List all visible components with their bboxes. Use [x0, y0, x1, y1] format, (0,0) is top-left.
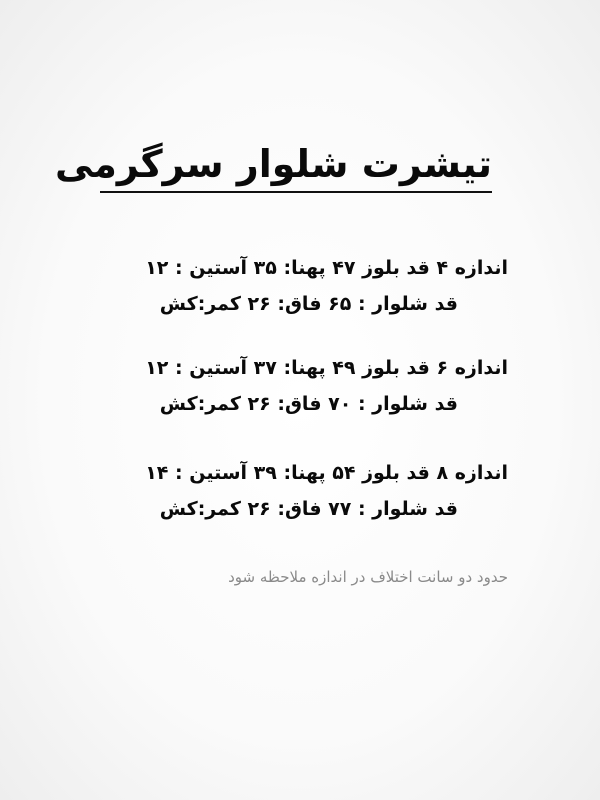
- size-entry-top-line: اندازه ۶ قد بلوز ۴۹ پهنا: ۳۷ آستین : ۱۲: [145, 357, 508, 379]
- size-variance-note: حدود دو سانت اختلاف در اندازه ملاحظه شود: [228, 568, 508, 586]
- size-entry-pants-line: قد شلوار : ۶۵ فاق: ۲۶ کمر:کش: [159, 293, 458, 315]
- size-entry-top-line: اندازه ۴ قد بلوز ۴۷ پهنا: ۳۵ آستین : ۱۲: [145, 257, 508, 279]
- size-entry-pants-line: قد شلوار : ۷۰ فاق: ۲۶ کمر:کش: [159, 393, 458, 415]
- size-entry-top-line: اندازه ۸ قد بلوز ۵۴ پهنا: ۳۹ آستین : ۱۴: [145, 462, 508, 484]
- size-entry-4: [78, 250, 508, 322]
- title-block: [54, 138, 492, 190]
- size-entry-6: [78, 350, 508, 422]
- size-entry-pants-line: قد شلوار : ۷۷ فاق: ۲۶ کمر:کش: [159, 498, 458, 520]
- title-underline: [100, 191, 492, 193]
- page-title: تیشرت شلوار سرگرمی: [54, 142, 492, 186]
- size-entry-8: [78, 455, 508, 527]
